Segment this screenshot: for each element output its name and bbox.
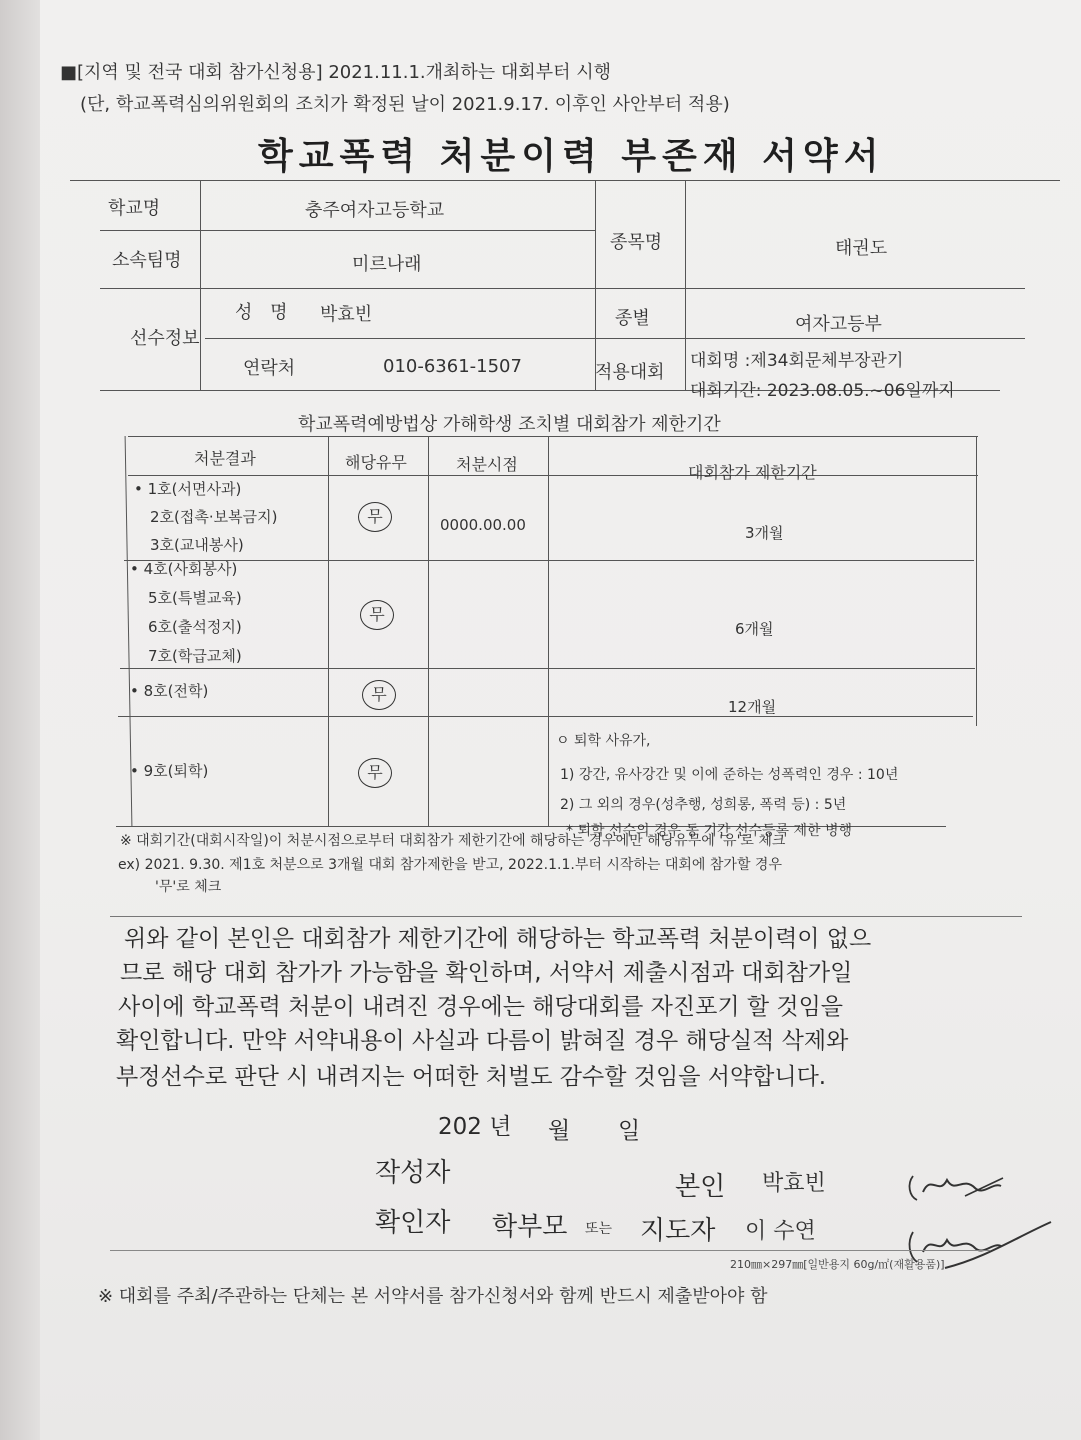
row2-period: 6개월 — [735, 620, 774, 638]
or-label: 또는 — [585, 1221, 613, 1237]
row2-result-4: 7호(학급교체) — [148, 647, 242, 665]
competition-period: 대회기간: 2023.08.05.~06일까지 — [690, 381, 955, 401]
division-value: 여자고등부 — [795, 314, 882, 335]
confirmer-label: 확인자 — [375, 1208, 451, 1238]
footnote-line-2: ex) 2021. 9.30. 제1호 처분으로 3개월 대회 참가제한을 받고, 2022.1.1.부터 시작하는 대회에 참가할 경우 — [118, 857, 782, 873]
pledge-line-5: 부정선수로 판단 시 내려지는 어떠한 처벌도 감수할 것임을 서약합니다. — [116, 1064, 827, 1090]
self-name-handwritten: 박효빈 — [762, 1171, 826, 1196]
footnote-divider — [110, 916, 1022, 917]
footer-note: ※ 대회를 주최/주관하는 단체는 본 서약서를 참가신청서와 함께 반드시 제출받아야 함 — [98, 1286, 768, 1307]
notice-line-2: (단, 학교폭력심의위원회의 조치가 확정된 날이 2021.9.17. 이후인 사안부터 적용) — [80, 94, 730, 115]
team-label: 소속팀명 — [112, 250, 182, 271]
page-fold-shadow — [0, 0, 40, 1440]
row1-result-1: • 1호(서면사과) — [134, 480, 242, 498]
info-col-divider-1 — [200, 180, 201, 390]
notice-line-1: ■[지역 및 전국 대회 참가신청용] 2021.11.1.개최하는 대회부터 시행 — [60, 62, 611, 83]
contact-value: 010-6361-1507 — [383, 356, 522, 377]
footnote-line-3: '무'로 체크 — [155, 879, 222, 895]
row2-applicable-mark: 무 — [360, 600, 394, 630]
event-value: 태권도 — [835, 238, 888, 259]
coach-label: 지도자 — [640, 1216, 716, 1246]
pledge-line-3: 사이에 학교폭력 처분이 내려진 경우에는 해당대회를 자진포기 할 것임을 — [118, 994, 844, 1020]
row2-result-1: • 4호(사회봉사) — [130, 560, 238, 578]
school-label: 학교명 — [108, 198, 161, 219]
row4-result-1: • 9호(퇴학) — [130, 762, 209, 780]
restriction-heading: 학교폭력예방법상 가해학생 조치별 대회참가 제한기간 — [298, 414, 721, 435]
restriction-col-2 — [428, 436, 429, 826]
date-day: 일 — [618, 1118, 641, 1144]
row1-applicable-mark: 무 — [358, 502, 392, 532]
column-header-result: 처분결과 — [194, 449, 256, 468]
signature-divider — [110, 1250, 990, 1251]
row1-date: 0000.00.00 — [440, 516, 526, 534]
restriction-col-right — [976, 436, 977, 726]
restriction-row-1-bottom — [124, 560, 974, 561]
column-header-applicable: 해당유무 — [345, 453, 407, 472]
paper-spec: 210㎜×297㎜[일반용지 60g/㎡(재활용품)] — [730, 1258, 945, 1271]
row4-period-line-3: 2) 그 외의 경우(성추행, 성희롱, 폭력 등) : 5년 — [560, 797, 847, 813]
column-header-date: 처분시점 — [456, 455, 518, 474]
document-title: 학교폭력 처분이력 부존재 서약서 — [258, 136, 885, 177]
player-info-label: 선수정보 — [130, 328, 200, 349]
parent-label: 학부모 — [492, 1212, 568, 1242]
date-month: 월 — [548, 1118, 571, 1144]
self-signature-mark — [905, 1166, 1005, 1206]
info-row-divider-3 — [205, 338, 1025, 339]
info-col-divider-3 — [685, 180, 686, 390]
self-label: 본인 — [675, 1172, 726, 1202]
name-value: 박효빈 — [320, 304, 373, 325]
info-row-divider-1 — [100, 230, 595, 231]
name-label: 성 명 — [235, 302, 294, 323]
restriction-row-3-bottom — [118, 716, 973, 717]
contact-label: 연락처 — [243, 358, 296, 379]
restriction-header-bottom — [128, 475, 978, 476]
date-year: 202 년 — [438, 1114, 512, 1140]
row4-period-line-4: * 퇴학 선수의 경우 동 기간 선수등록 제한 병행 — [566, 823, 853, 839]
row2-result-3: 6호(출석정지) — [148, 618, 242, 636]
row4-applicable-mark: 무 — [358, 758, 392, 788]
restriction-col-1 — [328, 436, 329, 826]
pledge-line-4: 확인합니다. 만약 서약내용이 사실과 다름이 밝혀질 경우 해당실적 삭제와 — [116, 1028, 849, 1054]
row1-result-2: 2호(접촉·보복금지) — [150, 508, 278, 526]
restriction-col-3 — [548, 436, 549, 826]
row1-period: 3개월 — [745, 524, 784, 542]
row1-result-3: 3호(교내봉사) — [150, 536, 244, 554]
info-table-top-border — [70, 180, 1060, 181]
pledge-line-2: 므로 해당 대회 참가가 가능함을 확인하며, 서약서 제출시점과 대회참가일 — [120, 960, 853, 986]
team-value: 미르나래 — [352, 254, 422, 275]
row3-result-1: • 8호(전학) — [130, 682, 209, 700]
restriction-table-top — [128, 436, 978, 437]
row4-period-line-1: ㅇ 퇴학 사유가, — [556, 733, 651, 749]
column-header-period: 대회참가 제한기간 — [688, 463, 817, 482]
info-row-divider-2 — [100, 288, 1025, 289]
school-value: 충주여자고등학교 — [305, 200, 445, 221]
row3-applicable-mark: 무 — [362, 680, 396, 710]
division-label: 종별 — [615, 308, 650, 329]
row2-result-2: 5호(특별교육) — [148, 589, 242, 607]
author-label: 작성자 — [375, 1158, 451, 1188]
competition-name: 대회명 :제34회문체부장관기 — [690, 351, 904, 371]
row4-period-line-2: 1) 강간, 유사강간 및 이에 준하는 성폭력인 경우 : 10년 — [560, 767, 899, 783]
event-label: 종목명 — [610, 232, 663, 253]
pledge-line-1: 위와 같이 본인은 대회참가 제한기간에 해당하는 학교폭력 처분이력이 없으 — [124, 926, 872, 952]
footnote-line-1: ※ 대회기간(대회시작일)이 처분시점으로부터 대회참가 제한기간에 해당하는 경우에만 해당유무에 '유'로 체크 — [120, 833, 786, 849]
row3-period: 12개월 — [728, 698, 777, 716]
coach-name-handwritten: 이 수연 — [745, 1219, 816, 1244]
competition-label: 적용대회 — [595, 362, 665, 383]
